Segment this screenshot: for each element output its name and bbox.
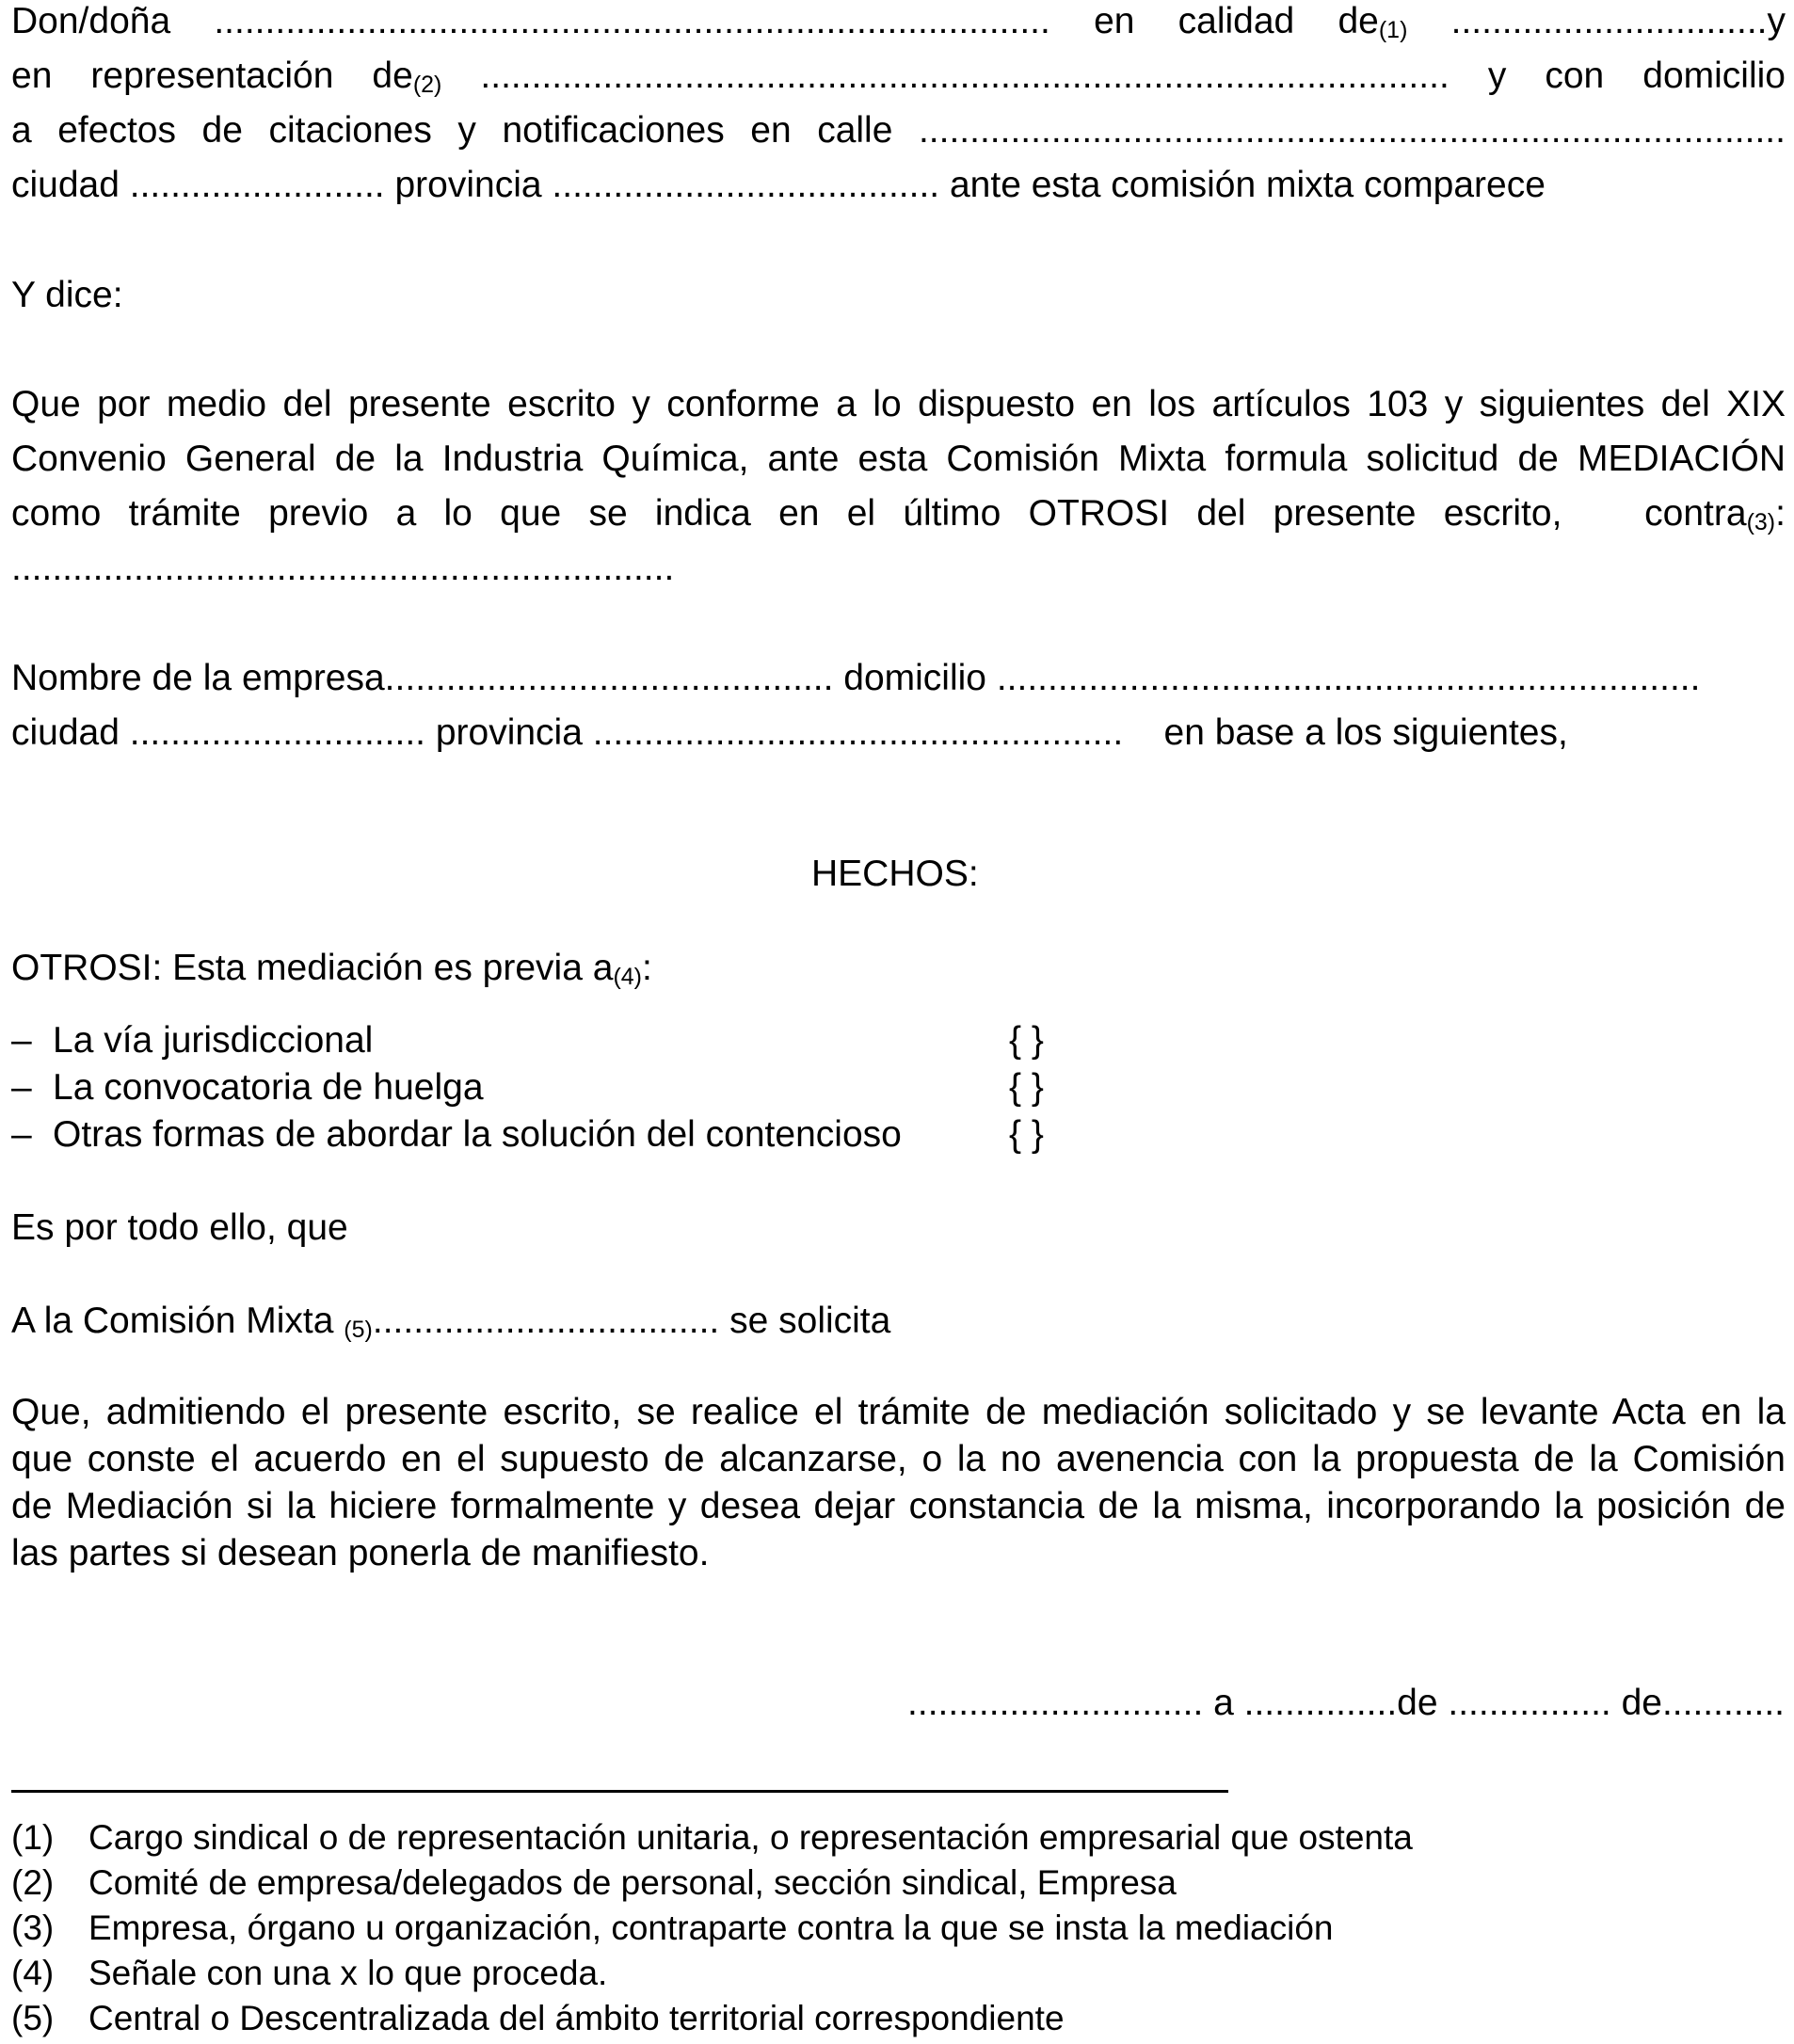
final-para-line-3: de Mediación si la hiciere formalmente y desea dejar constancia de la misma, incorporando la posición de	[11, 1486, 1786, 1526]
representation-dots: ...............................................................................................	[480, 56, 1450, 96]
empresa-line-2: ciudad ............................. provincia .................................................... en base a los siguientes,	[11, 712, 1568, 753]
option-jurisdiccional-checkbox[interactable]: { }	[1009, 1020, 1044, 1061]
header-line-4: ciudad ......................... provincia ...................................... ante esta comisión mixta comparece	[11, 165, 1546, 205]
final-para-line-4: las partes si desean ponerla de manifiesto.	[11, 1533, 710, 1573]
footnote-5: (5) Central o Descentralizada del ámbito territorial correspondiente	[11, 1999, 1065, 2037]
option-huelga-checkbox[interactable]: { }	[1009, 1067, 1044, 1108]
quality-dots: ...............................y	[1450, 1, 1786, 41]
empresa-line-1: Nombre de la empresa............................................ domicilio .....................................................................	[11, 658, 1701, 698]
para1-line-1: Que por medio del presente escrito y conforme a lo dispuesto en los artículos 103 y siguientes del XIX	[11, 384, 1786, 424]
option-otras-formas-checkbox[interactable]: { }	[1009, 1114, 1044, 1155]
footnote-ref-4: (4)	[613, 964, 642, 990]
footnote-2: (2) Comité de empresa/delegados de personal, sección sindical, Empresa	[11, 1863, 1177, 1902]
option-otras-formas: – Otras formas de abordar la solución del contencioso { }	[11, 1111, 1141, 1158]
final-para-line-1: Que, admitiendo el presente escrito, se realice el trámite de mediación solicitado y se levante Acta en la	[11, 1392, 1786, 1432]
header-line-3: a efectos de citaciones y notificaciones en calle .....................................................................................	[11, 110, 1786, 151]
y-dice-label: Y dice:	[11, 275, 123, 315]
don-dona-label: Don/doña	[11, 1, 171, 41]
es-por-todo-ello: Es por todo ello, que	[11, 1207, 348, 1248]
option-jurisdiccional: – La vía jurisdiccional { }	[11, 1017, 1141, 1064]
footnote-4: (4) Señale con una x lo que proceda.	[11, 1954, 608, 1992]
street-dots: .....................................................................................	[918, 110, 1786, 151]
footnote-ref-1: (1)	[1378, 17, 1408, 43]
footnote-ref-5: (5)	[344, 1317, 373, 1343]
footnote-1: (1) Cargo sindical o de representación unitaria, o representación empresarial que ostenta	[11, 1818, 1413, 1857]
para1-line-2: Convenio General de la Industria Química, ante esta Comisión Mixta formula solicitud de MEDIACIÓN	[11, 439, 1786, 479]
header-line-1: Don/doña .................................................................................. en calidad $de_{(1)}$ ...............................y	[11, 1, 1786, 43]
otrosi-label: OTROSI: Esta mediación es previa $a_{(4)}$:	[11, 948, 652, 990]
hechos-heading: HECHOS:	[811, 854, 979, 894]
footnote-3: (3) Empresa, órgano u organización, contraparte contra la que se insta la mediación	[11, 1908, 1334, 1947]
date-signature-line: ............................. a ...............de ................ de............	[907, 1683, 1785, 1723]
final-para-line-2: que conste el acuerdo en el supuesto de alcanzarse, o la no avenencia con la propuesta de la Comisión	[11, 1439, 1786, 1479]
comision-mixta-line: A la Comisión Mixta $_{(5)}$.................................. se solicita	[11, 1301, 891, 1343]
mediation-request-form	[11, 0, 1785, 2044]
para1-line-3: como trámite previo a lo que se indica en el último OTROSI del presente escrito, contra$_{(3)}$:	[11, 493, 1786, 535]
footnote-ref-3: (3)	[1746, 509, 1776, 535]
name-dots: ..................................................................................	[214, 1, 1050, 41]
footnote-divider	[11, 1790, 1228, 1793]
footnote-ref-2: (2)	[412, 72, 442, 98]
para1-line-4: .................................................................	[11, 548, 675, 588]
header-line-2: en representación $de_{(2)}$ ............................................................................................... y con domicilio	[11, 56, 1786, 98]
option-huelga: – La convocatoria de huelga { }	[11, 1064, 1141, 1111]
